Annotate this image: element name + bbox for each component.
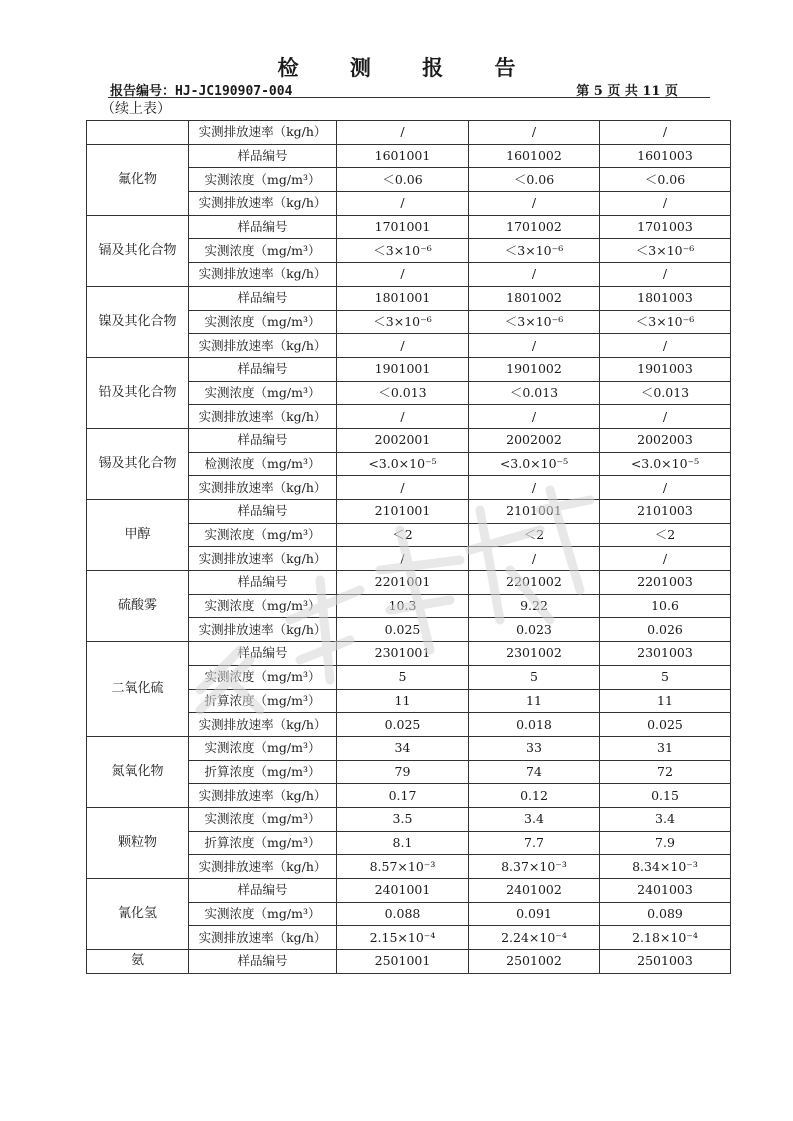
- value-cell: ＜3×10⁻⁶: [337, 310, 469, 334]
- value-cell: /: [600, 263, 731, 287]
- value-cell: 7.7: [469, 831, 600, 855]
- parameter-cell: 实测浓度（mg/m³）: [189, 594, 337, 618]
- parameter-cell: 样品编号: [189, 500, 337, 524]
- header-divider: [108, 97, 710, 98]
- value-cell: 8.1: [337, 831, 469, 855]
- table-row: [87, 500, 731, 524]
- table-row: [87, 121, 731, 145]
- value-cell: 8.57×10⁻³: [337, 855, 469, 879]
- category-cell: 颗粒物: [87, 807, 189, 878]
- value-cell: /: [337, 547, 469, 571]
- parameter-cell: 样品编号: [189, 357, 337, 381]
- value-cell: 10.6: [600, 594, 731, 618]
- category-cell: 氨: [87, 950, 189, 974]
- table-row: [87, 286, 731, 310]
- value-cell: 1601003: [600, 144, 731, 168]
- value-cell: 0.025: [600, 713, 731, 737]
- parameter-cell: 实测浓度（mg/m³）: [189, 807, 337, 831]
- value-cell: /: [600, 405, 731, 429]
- value-cell: 0.025: [337, 713, 469, 737]
- results-table-body: [87, 121, 731, 974]
- value-cell: 72: [600, 760, 731, 784]
- value-cell: 10.3: [337, 594, 469, 618]
- value-cell: 5: [469, 665, 600, 689]
- value-cell: 74: [469, 760, 600, 784]
- value-cell: 2002001: [337, 428, 469, 452]
- parameter-cell: 样品编号: [189, 144, 337, 168]
- value-cell: 3.4: [469, 807, 600, 831]
- value-cell: /: [600, 476, 731, 500]
- value-cell: 2.24×10⁻⁴: [469, 926, 600, 950]
- parameter-cell: 实测浓度（mg/m³）: [189, 239, 337, 263]
- value-cell: 7.9: [600, 831, 731, 855]
- value-cell: /: [337, 405, 469, 429]
- value-cell: 11: [337, 689, 469, 713]
- parameter-cell: 实测浓度（mg/m³）: [189, 736, 337, 760]
- value-cell: 34: [337, 736, 469, 760]
- value-cell: /: [337, 476, 469, 500]
- value-cell: 2.15×10⁻⁴: [337, 926, 469, 950]
- value-cell: ＜3×10⁻⁶: [600, 310, 731, 334]
- parameter-cell: 实测浓度（mg/m³）: [189, 310, 337, 334]
- value-cell: 2401001: [337, 879, 469, 903]
- parameter-cell: 实测排放速率（kg/h）: [189, 713, 337, 737]
- value-cell: /: [469, 405, 600, 429]
- value-cell: /: [600, 334, 731, 358]
- table-row: [87, 215, 731, 239]
- value-cell: /: [469, 334, 600, 358]
- value-cell: 0.023: [469, 618, 600, 642]
- value-cell: /: [469, 476, 600, 500]
- value-cell: ＜2: [337, 523, 469, 547]
- value-cell: 2501001: [337, 950, 469, 974]
- parameter-cell: 折算浓度（mg/m³）: [189, 760, 337, 784]
- parameter-cell: 实测浓度（mg/m³）: [189, 381, 337, 405]
- value-cell: /: [600, 192, 731, 216]
- parameter-cell: 样品编号: [189, 428, 337, 452]
- value-cell: /: [337, 263, 469, 287]
- value-cell: 1901002: [469, 357, 600, 381]
- parameter-cell: 实测排放速率（kg/h）: [189, 618, 337, 642]
- parameter-cell: 折算浓度（mg/m³）: [189, 831, 337, 855]
- parameter-cell: 样品编号: [189, 950, 337, 974]
- category-cell: 氮氧化物: [87, 736, 189, 807]
- table-row: [87, 950, 731, 974]
- value-cell: ＜3×10⁻⁶: [600, 239, 731, 263]
- value-cell: 2301001: [337, 642, 469, 666]
- category-cell: 甲醇: [87, 500, 189, 571]
- parameter-cell: 样品编号: [189, 642, 337, 666]
- parameter-cell: 实测排放速率（kg/h）: [189, 476, 337, 500]
- value-cell: ＜0.013: [469, 381, 600, 405]
- value-cell: 2401002: [469, 879, 600, 903]
- value-cell: 2002003: [600, 428, 731, 452]
- value-cell: 1701002: [469, 215, 600, 239]
- value-cell: 2101001: [337, 500, 469, 524]
- value-cell: 1701003: [600, 215, 731, 239]
- page-counter: 第 5 页 共 11 页: [576, 84, 678, 99]
- parameter-cell: 样品编号: [189, 215, 337, 239]
- category-cell: 氟化物: [87, 144, 189, 215]
- parameter-cell: 实测排放速率（kg/h）: [189, 334, 337, 358]
- value-cell: 0.17: [337, 784, 469, 808]
- report-number: 报告编号：HJ-JC190907-004: [110, 84, 293, 99]
- value-cell: 1901003: [600, 357, 731, 381]
- table-row: [87, 879, 731, 903]
- value-cell: /: [469, 547, 600, 571]
- parameter-cell: 实测浓度（mg/m³）: [189, 665, 337, 689]
- value-cell: 0.025: [337, 618, 469, 642]
- value-cell: 8.34×10⁻³: [600, 855, 731, 879]
- value-cell: 1601002: [469, 144, 600, 168]
- value-cell: /: [600, 121, 731, 145]
- value-cell: /: [600, 547, 731, 571]
- value-cell: ＜0.06: [600, 168, 731, 192]
- parameter-cell: 实测浓度（mg/m³）: [189, 523, 337, 547]
- value-cell: 1801003: [600, 286, 731, 310]
- category-cell: 氰化氢: [87, 879, 189, 950]
- value-cell: 2101001: [469, 500, 600, 524]
- value-cell: 31: [600, 736, 731, 760]
- parameter-cell: 检测浓度（mg/m³）: [189, 452, 337, 476]
- value-cell: /: [337, 121, 469, 145]
- value-cell: ＜3×10⁻⁶: [337, 239, 469, 263]
- table-row: [87, 357, 731, 381]
- value-cell: 2.18×10⁻⁴: [600, 926, 731, 950]
- category-cell: [87, 121, 189, 145]
- parameter-cell: 样品编号: [189, 286, 337, 310]
- category-cell: 镍及其化合物: [87, 286, 189, 357]
- value-cell: 0.12: [469, 784, 600, 808]
- value-cell: 2401003: [600, 879, 731, 903]
- value-cell: 11: [469, 689, 600, 713]
- value-cell: ＜3×10⁻⁶: [469, 239, 600, 263]
- category-cell: 锡及其化合物: [87, 428, 189, 499]
- value-cell: 2002002: [469, 428, 600, 452]
- value-cell: /: [337, 334, 469, 358]
- parameter-cell: 实测排放速率（kg/h）: [189, 547, 337, 571]
- category-cell: 镉及其化合物: [87, 215, 189, 286]
- parameter-cell: 折算浓度（mg/m³）: [189, 689, 337, 713]
- value-cell: 1801001: [337, 286, 469, 310]
- value-cell: 0.018: [469, 713, 600, 737]
- value-cell: 33: [469, 736, 600, 760]
- table-row: [87, 736, 731, 760]
- value-cell: <3.0×10⁻⁵: [600, 452, 731, 476]
- value-cell: <3.0×10⁻⁵: [469, 452, 600, 476]
- value-cell: ＜0.013: [600, 381, 731, 405]
- parameter-cell: 样品编号: [189, 571, 337, 595]
- parameter-cell: 样品编号: [189, 879, 337, 903]
- value-cell: 2201003: [600, 571, 731, 595]
- value-cell: 3.5: [337, 807, 469, 831]
- page-title: 检 测 报 告: [277, 55, 538, 80]
- value-cell: 2101003: [600, 500, 731, 524]
- value-cell: ＜3×10⁻⁶: [469, 310, 600, 334]
- value-cell: 1701001: [337, 215, 469, 239]
- value-cell: 8.37×10⁻³: [469, 855, 600, 879]
- value-cell: /: [469, 121, 600, 145]
- parameter-cell: 实测排放速率（kg/h）: [189, 926, 337, 950]
- value-cell: 2501002: [469, 950, 600, 974]
- value-cell: 0.091: [469, 902, 600, 926]
- value-cell: 0.089: [600, 902, 731, 926]
- parameter-cell: 实测浓度（mg/m³）: [189, 902, 337, 926]
- value-cell: 2501003: [600, 950, 731, 974]
- value-cell: ＜2: [600, 523, 731, 547]
- value-cell: ＜0.06: [337, 168, 469, 192]
- value-cell: ＜0.013: [337, 381, 469, 405]
- value-cell: 2301002: [469, 642, 600, 666]
- value-cell: ＜0.06: [469, 168, 600, 192]
- value-cell: 11: [600, 689, 731, 713]
- value-cell: 1901001: [337, 357, 469, 381]
- value-cell: ＜2: [469, 523, 600, 547]
- continued-label: （续上表）: [101, 101, 171, 117]
- value-cell: 3.4: [600, 807, 731, 831]
- table-row: [87, 642, 731, 666]
- parameter-cell: 实测排放速率（kg/h）: [189, 855, 337, 879]
- table-row: [87, 428, 731, 452]
- table-row: [87, 807, 731, 831]
- value-cell: 1801002: [469, 286, 600, 310]
- table-row: [87, 144, 731, 168]
- results-table: [86, 120, 731, 974]
- value-cell: 2201002: [469, 571, 600, 595]
- value-cell: 5: [600, 665, 731, 689]
- value-cell: 2201001: [337, 571, 469, 595]
- value-cell: 1601001: [337, 144, 469, 168]
- category-cell: 二氧化硫: [87, 642, 189, 737]
- value-cell: 79: [337, 760, 469, 784]
- value-cell: 5: [337, 665, 469, 689]
- value-cell: 9.22: [469, 594, 600, 618]
- value-cell: 0.026: [600, 618, 731, 642]
- parameter-cell: 实测排放速率（kg/h）: [189, 405, 337, 429]
- parameter-cell: 实测排放速率（kg/h）: [189, 263, 337, 287]
- category-cell: 铅及其化合物: [87, 357, 189, 428]
- parameter-cell: 实测排放速率（kg/h）: [189, 192, 337, 216]
- table-row: [87, 571, 731, 595]
- value-cell: /: [469, 263, 600, 287]
- value-cell: 0.088: [337, 902, 469, 926]
- value-cell: /: [337, 192, 469, 216]
- value-cell: <3.0×10⁻⁵: [337, 452, 469, 476]
- parameter-cell: 实测浓度（mg/m³）: [189, 168, 337, 192]
- value-cell: 0.15: [600, 784, 731, 808]
- value-cell: 2301003: [600, 642, 731, 666]
- category-cell: 硫酸雾: [87, 571, 189, 642]
- parameter-cell: 实测排放速率（kg/h）: [189, 121, 337, 145]
- parameter-cell: 实测排放速率（kg/h）: [189, 784, 337, 808]
- value-cell: /: [469, 192, 600, 216]
